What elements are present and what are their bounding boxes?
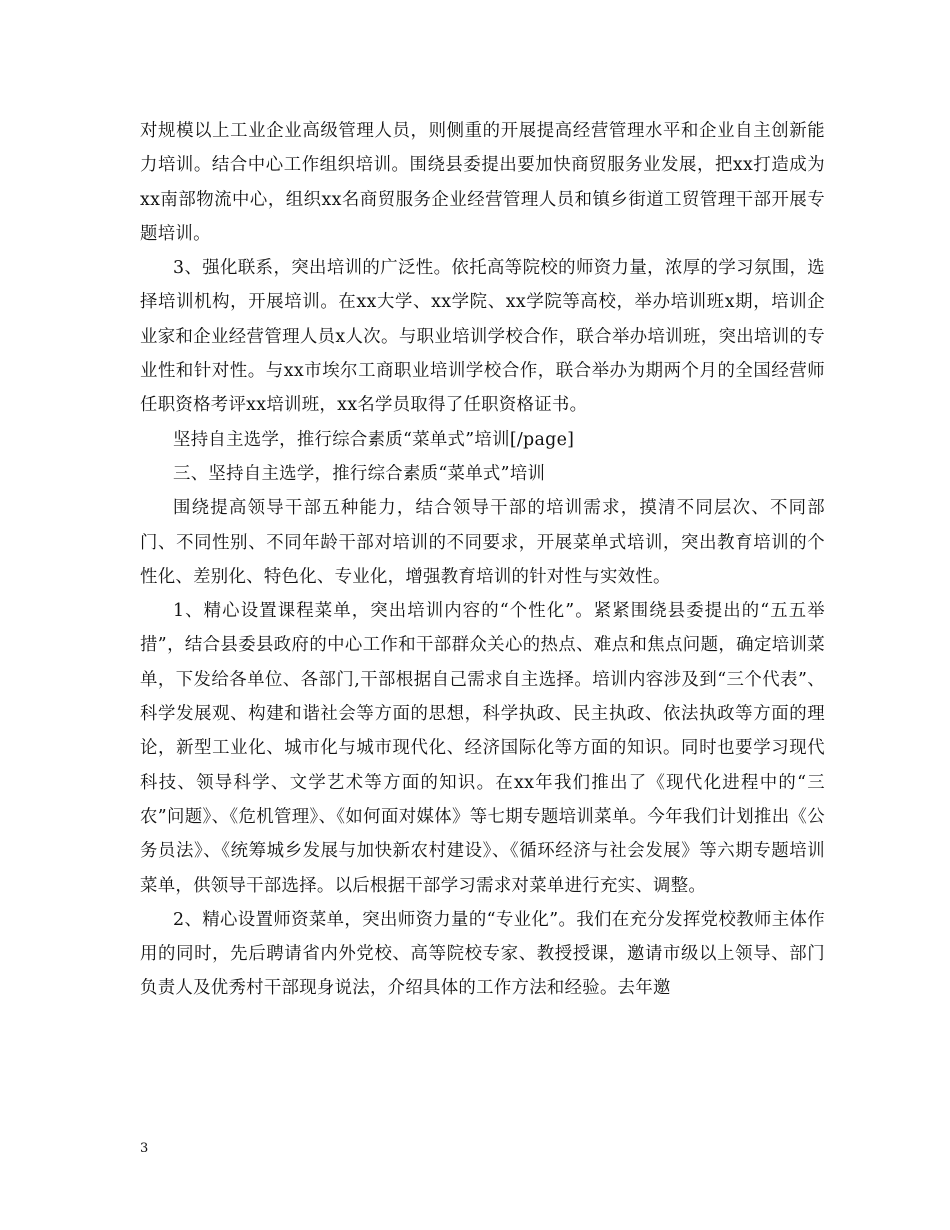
paragraph-3: 坚持自主选学，推行综合素质“菜单式”培训[/page] [173,429,575,450]
paragraph-2: 3、强化联系，突出培训的广泛性。依托高等院校的师资力量，浓厚的学习氛围，选择培训机构，开展培训。在xx大学、xx学院、xx学院等高校，举办培训班x期，培训企业家和企业经营管理人员x人次。与职业培训学校合作，联合举办培训班，突出培训的专业性和针对性。与xx市埃尔工商职业培训学校合作，联合举办为期两个月的全国经营师任职资格考评xx培训班，xx名学员取得了任职资格证书。 [140,258,825,416]
page-number: 3 [140,1141,149,1156]
paragraph-4: 三、坚持自主选学，推行综合素质“菜单式”培训 [173,463,546,484]
paragraph-1: 对规模以上工业企业高级管理人员，则侧重的开展提高经营管理水平和企业自主创新能力培训。结合中心工作组织培训。围绕县委提出要加快商贸服务业发展，把xx打造成为xx南部物流中心，组织xx名商贸服务企业经营管理人员和镇乡街道工贸管理干部开展专题培训。 [140,121,825,244]
paragraph-6: 1、精心设置课程菜单，突出培训内容的“个性化”。紧紧围绕县委提出的“五五举措”，结合县委县政府的中心工作和干部群众关心的热点、难点和焦点问题，确定培训菜单，下发给各单位、各部门,干部根据自己需求自主选择。培训内容涉及到“三个代表”、科学发展观、构建和谐社会等方面的思想，科学执政、民主执政、依法执政等方面的理论，新型工业化、城市化与城市现代化、经济国际化等方面的知识。同时也要学习现代科技、领导科学、文学艺术等方面的知识。在xx年我们推出了《现代化进程中的“三农”问题》、《危机管理》、《如何面对媒体》等七期专题培训菜单。今年我们计划推出《公务员法》、《统筹城乡发展与加快新农村建设》、《循环经济与社会发展》等六期专题培训菜单，供领导干部选择。以后根据干部学习需求对菜单进行充实、调整。 [140,601,825,896]
document-body [140,114,825,1006]
paragraph-5: 围绕提高领导干部五种能力，结合领导干部的培训需求，摸清不同层次、不同部门、不同性别、不同年龄干部对培训的不同要求，开展菜单式培训，突出教育培训的个性化、差别化、特色化、专业化，增强教育培训的针对性与实效性。 [140,498,825,587]
paragraph-7: 2、精心设置师资菜单，突出师资力量的“专业化”。我们在充分发挥党校教师主体作用的同时，先后聘请省内外党校、高等院校专家、教授授课，邀请市级以上领导、部门负责人及优秀村干部现身说法，介绍具体的工作方法和经验。去年邀 [140,909,825,999]
